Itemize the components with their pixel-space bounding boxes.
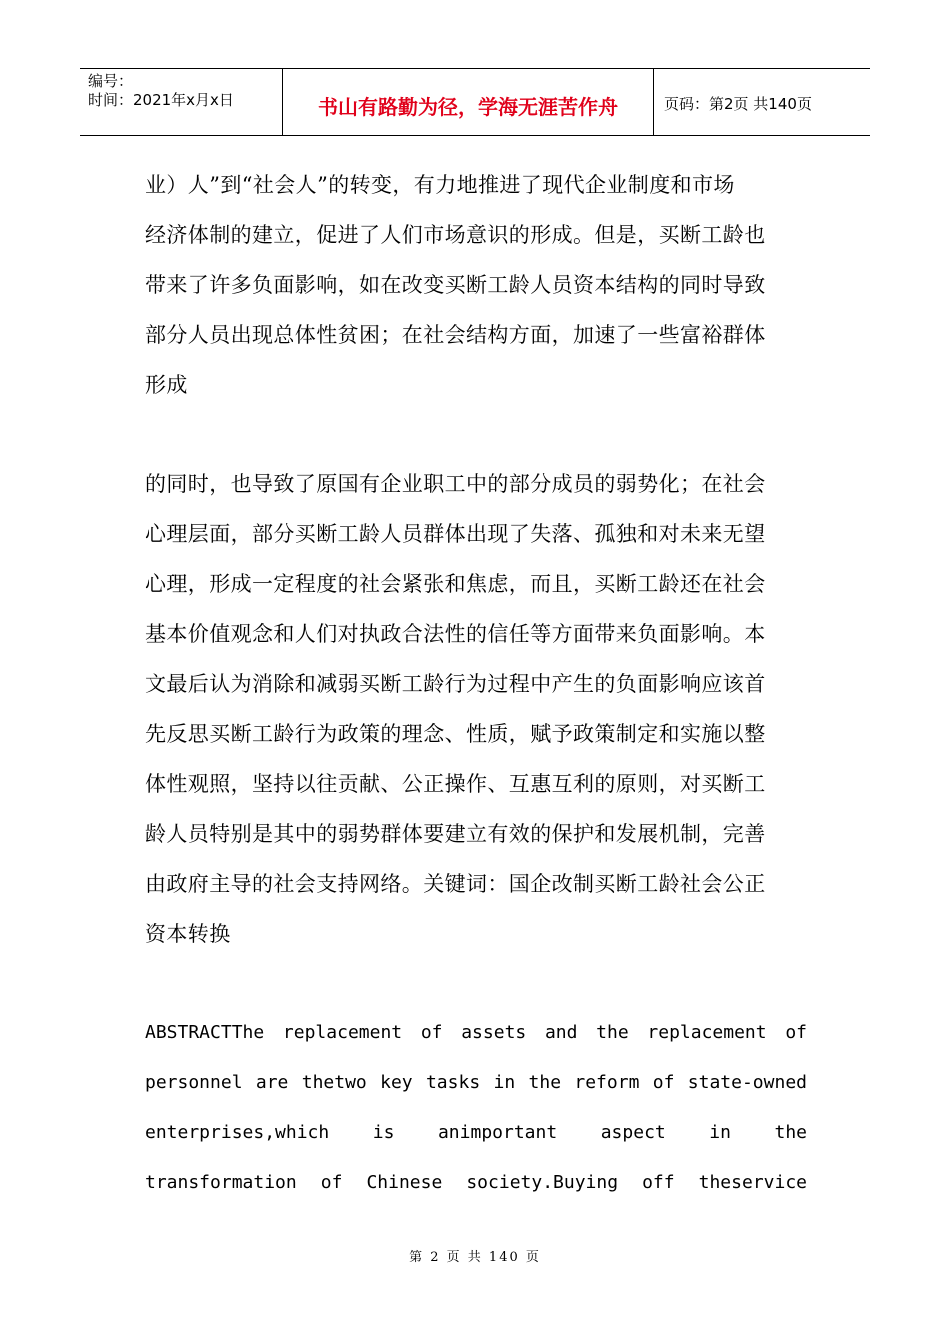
paragraph-2	[145, 459, 805, 959]
text-line: 的同时，也导致了原国有企业职工中的部分成员的弱势化；在社会	[145, 472, 766, 496]
text-line: 由政府主导的社会支持网络。关键词：国企改制买断工龄社会公正	[145, 872, 766, 896]
abstract-line: personnel are thetwo key tasks in the reform of state-owned	[145, 1072, 807, 1093]
text-line: 文最后认为消除和减弱买断工龄行为过程中产生的负面影响应该首	[145, 672, 766, 696]
text-line: 业）人”到“社会人”的转变，有力地推进了现代企业制度和市场	[145, 173, 735, 197]
abstract-paragraph	[145, 1008, 807, 1208]
text-line: 基本价值观念和人们对执政合法性的信任等方面带来负面影响。本	[145, 622, 766, 646]
text-line: 心理层面，部分买断工龄人员群体出现了失落、孤独和对未来无望	[145, 522, 766, 546]
text-line: 带来了许多负面影响，如在改变买断工龄人员资本结构的同时导致	[145, 273, 766, 297]
page-footer: 第 2 页 共 140 页	[409, 1250, 541, 1265]
text-line: 形成	[145, 373, 188, 397]
text-line: 经济体制的建立，促进了人们市场意识的形成。但是，买断工龄也	[145, 223, 766, 247]
abstract-line: enterprises,which is animportant aspect in the	[145, 1122, 807, 1143]
text-line: 体性观照，坚持以往贡献、公正操作、互惠互利的原则，对买断工	[145, 772, 766, 796]
text-line: 先反思买断工龄行为政策的理念、性质，赋予政策制定和实施以整	[145, 722, 766, 746]
text-line: 心理，形成一定程度的社会紧张和焦虑，而且，买断工龄还在社会	[145, 572, 766, 596]
text-line: 资本转换	[145, 922, 231, 946]
text-line: 龄人员特别是其中的弱势群体要建立有效的保护和发展机制，完善	[145, 822, 766, 846]
header-motto-cell	[282, 69, 654, 135]
abstract-line: transformation of Chinese society.Buying off theservice	[145, 1172, 807, 1193]
header-motto: 书山有路勤为径，学海无涯苦作舟	[318, 95, 618, 119]
document-time-label: 时间：2021年x月x日	[88, 91, 234, 109]
header-page-cell	[654, 69, 870, 135]
document-header	[80, 68, 870, 136]
document-number-label: 编号：	[88, 72, 134, 90]
abstract-line: ABSTRACTThe replacement of assets and the replacement of	[145, 1022, 807, 1043]
header-meta-cell	[80, 69, 282, 135]
text-line: 部分人员出现总体性贫困；在社会结构方面，加速了一些富裕群体	[145, 323, 766, 347]
header-page-code: 页码：第2页 共140页	[664, 95, 812, 113]
paragraph-1	[145, 160, 805, 410]
